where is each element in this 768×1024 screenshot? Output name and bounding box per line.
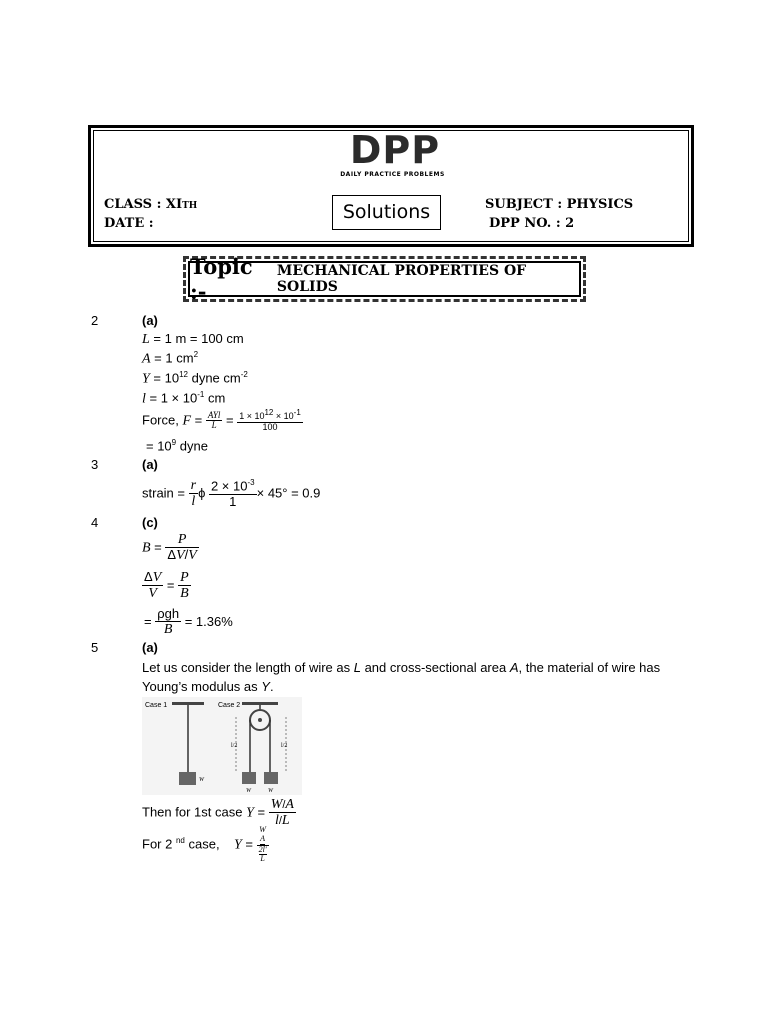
ceiling-2 bbox=[242, 702, 278, 705]
bulk-modulus-equation: B = $\frac{P}{\Delta V/V}$ bbox=[142, 532, 197, 564]
svg-text:W: W bbox=[268, 788, 273, 794]
weight-2-right bbox=[264, 772, 278, 784]
dpp-logo: DPP bbox=[349, 128, 441, 172]
answer-option: (a) bbox=[142, 457, 158, 472]
force-equation: Force, F = $\frac{\text{AYl}}{L}$ = $\frac{1 \times 10^{12} \times 10^{-1}}{100}$ bbox=[142, 408, 301, 432]
question-number: 2 bbox=[91, 313, 99, 328]
answer-option: (a) bbox=[142, 313, 158, 328]
subject-label: SUBJECT : PHYSICS bbox=[485, 197, 634, 212]
weight-1 bbox=[179, 772, 196, 785]
case-2-label: Case 2 bbox=[218, 702, 241, 709]
result-equation: = $\frac{\text{ρgh}}{B}$ = 1.36% bbox=[144, 606, 233, 638]
date-label: DATE : bbox=[104, 216, 154, 231]
equation-line: L = 1 m = 100 cm bbox=[142, 331, 244, 347]
half-length-label-right: l/2 bbox=[281, 743, 288, 749]
topic-box bbox=[183, 256, 586, 302]
topic-label: Topic :- bbox=[190, 254, 253, 304]
equation-line: $Y = 10^{12}$ dyne $cm^{-2}$ bbox=[142, 370, 248, 387]
equation-line: A = 1 $cm^2$ bbox=[142, 350, 199, 367]
ceiling-1 bbox=[172, 702, 204, 705]
case-1-equation: Then for 1st case Y = $\frac{W/A}{l/L}$ bbox=[142, 797, 294, 829]
answer-option: (c) bbox=[142, 515, 158, 530]
case-1-label: Case 1 bbox=[145, 702, 168, 709]
question-number: 4 bbox=[91, 515, 99, 530]
volume-strain-equation: $\frac{\Delta V}{V}$ = $\frac{P}{B}$ bbox=[144, 569, 189, 602]
topic-title: MECHANICAL PROPERTIES OF SOLIDS bbox=[276, 263, 527, 295]
svg-text:W: W bbox=[199, 777, 204, 783]
wire-cases-figure bbox=[142, 697, 302, 795]
dpp-logo-tagline: DAILY PRACTICE PROBLEMS bbox=[340, 171, 445, 178]
question-number: 3 bbox=[91, 457, 99, 472]
class-label: CLASS : XITH bbox=[104, 197, 198, 212]
solutions-badge: Solutions bbox=[332, 195, 441, 230]
strain-equation: strain = $\frac{r}{l}$ ϕ $\frac{2 \times 10^{-3}}{1}$ × 45° = 0.9 bbox=[142, 477, 321, 510]
dpp-number: DPP NO. : 2 bbox=[489, 216, 575, 231]
answer-option: (a) bbox=[142, 640, 158, 655]
weight-2-left bbox=[242, 772, 256, 784]
half-length-label-left: l/2 bbox=[231, 743, 238, 749]
question-number: 5 bbox=[91, 640, 99, 655]
case-2-equation: For 2 $^{nd}$ case, Y = W A 2l' L bbox=[142, 825, 267, 864]
equation-line: $l = 1 \times 10^{-1}$ cm bbox=[142, 390, 226, 407]
equation-line: = $10^9$ dyne bbox=[146, 438, 208, 454]
question-5-text: Let us consider the length of wire as L and cross-sectional area A, the material of wire has Young’s modulus as Y. bbox=[142, 660, 661, 694]
svg-text:W: W bbox=[246, 788, 251, 794]
